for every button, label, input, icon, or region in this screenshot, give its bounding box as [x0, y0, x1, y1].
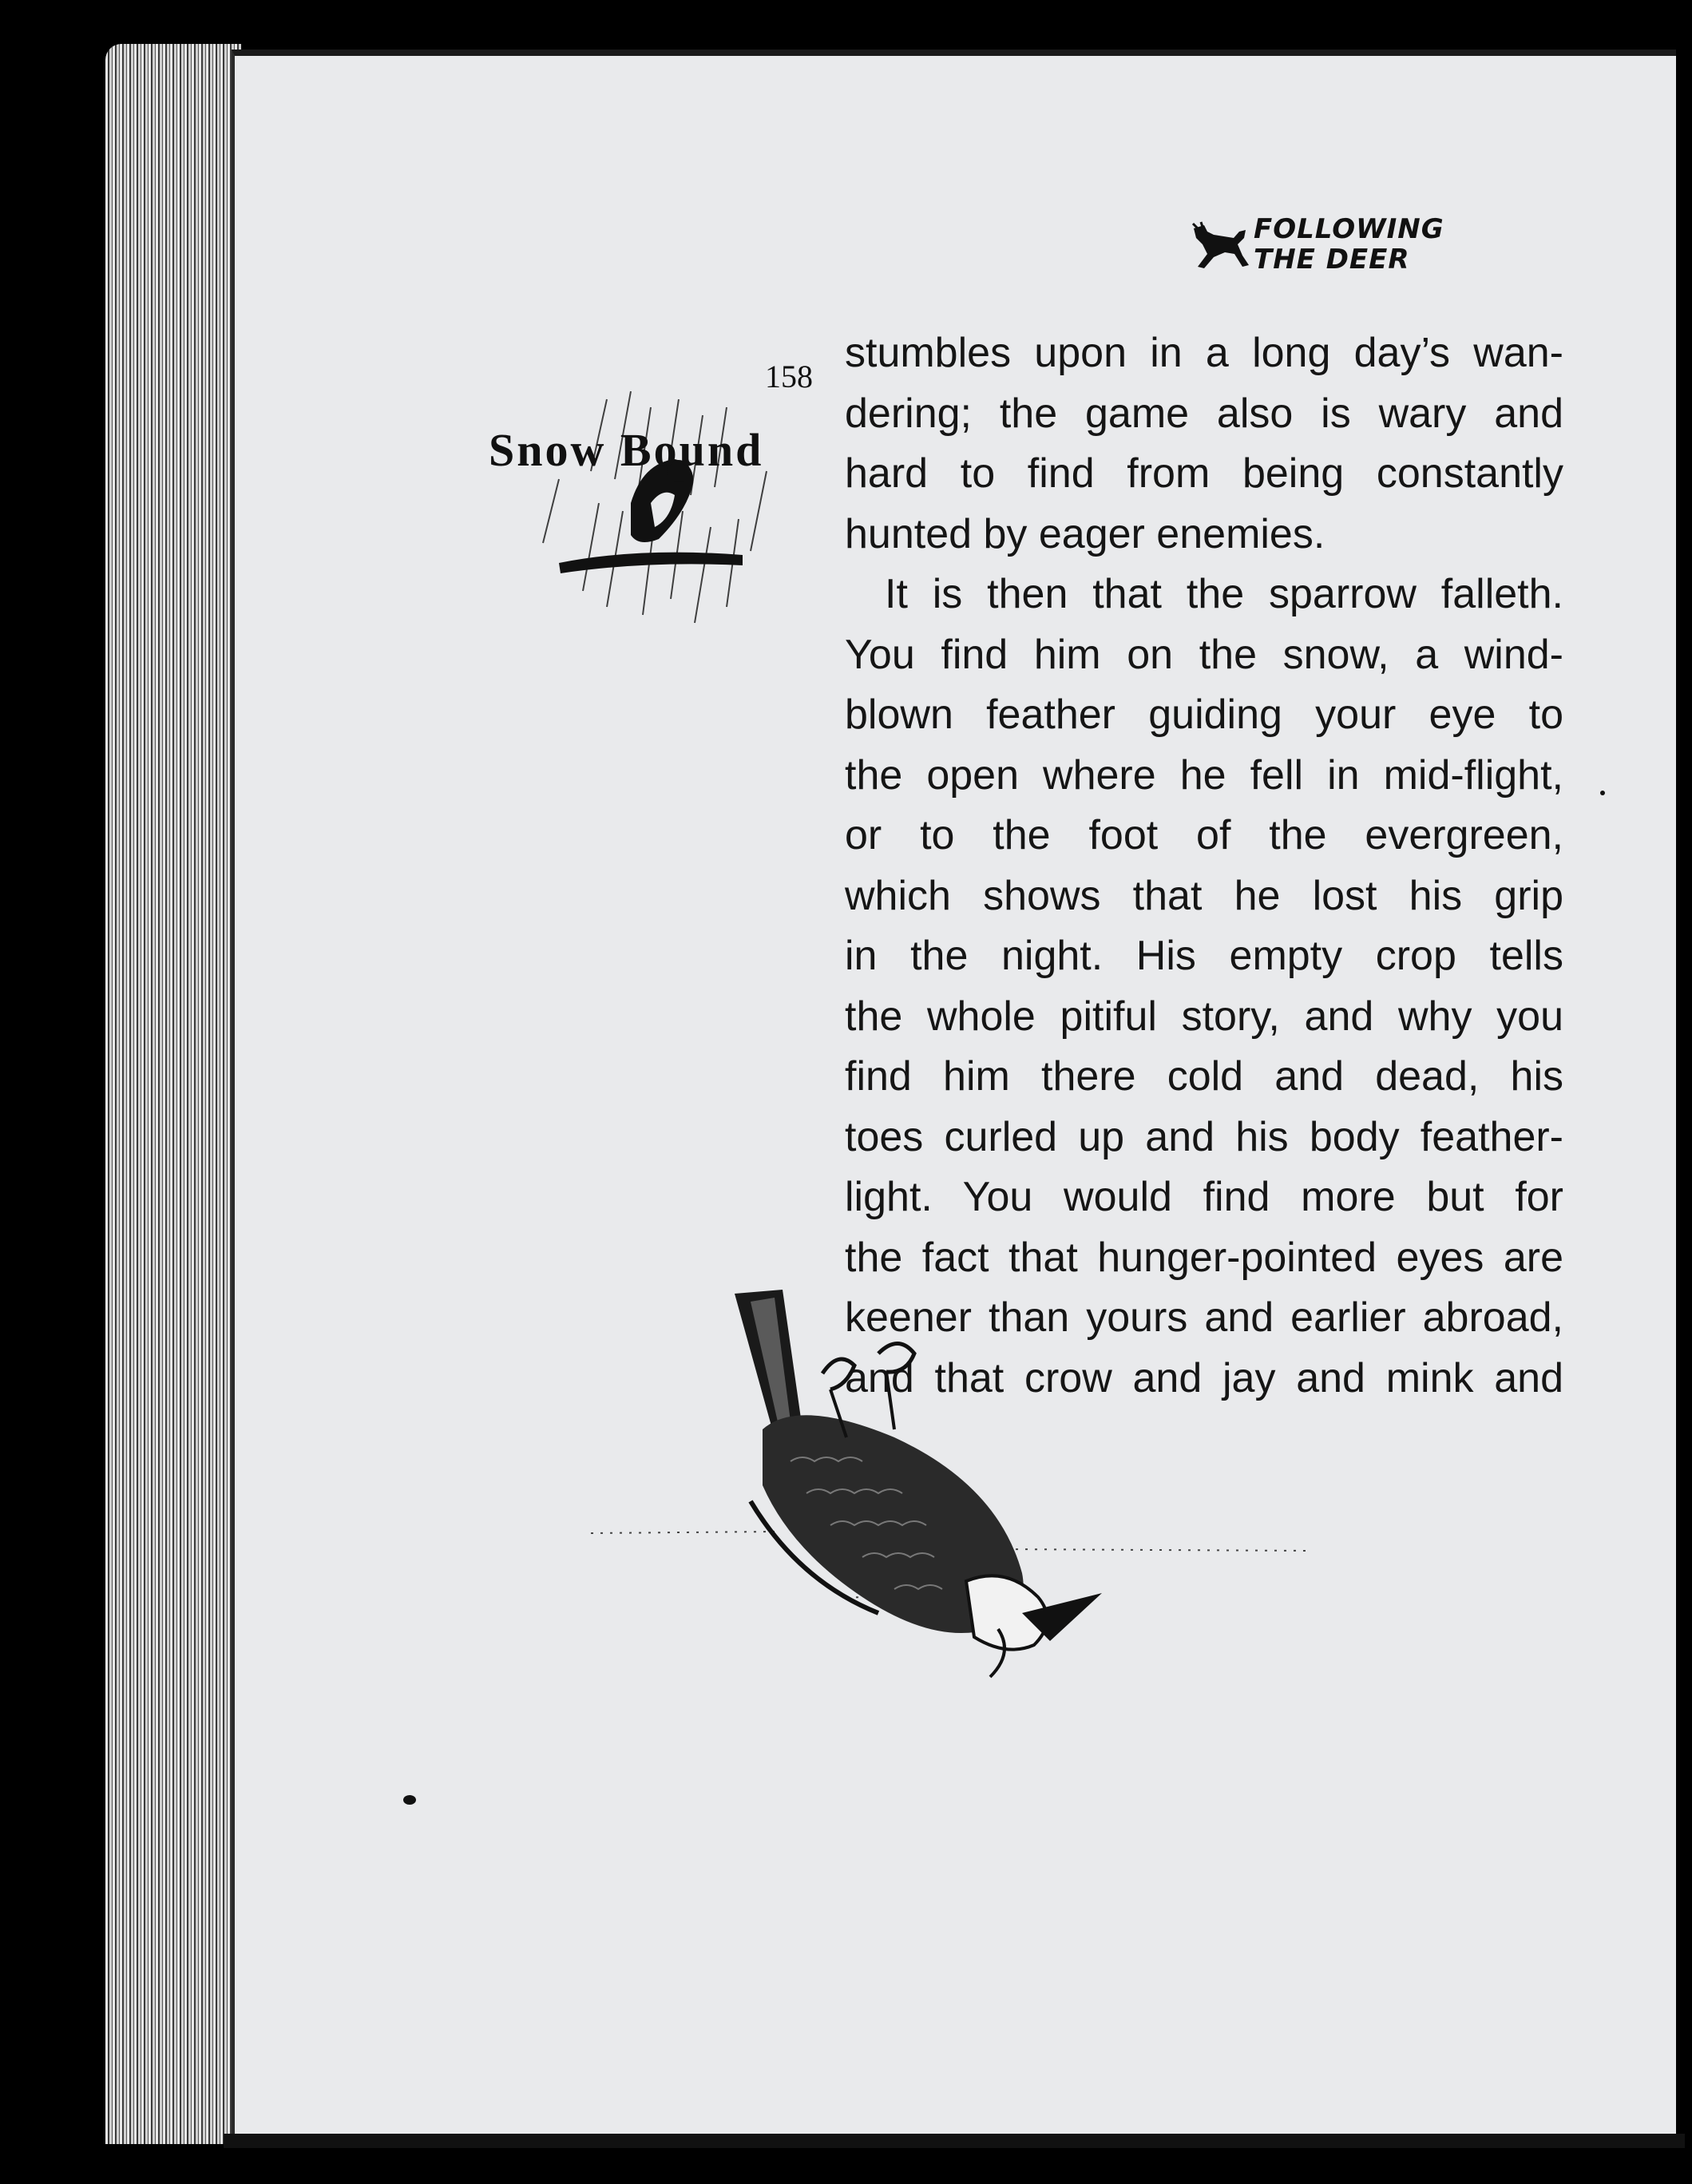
text-line: hard to find from being constantly: [845, 450, 1563, 497]
text-line: keener than yours and earlier abroad,: [845, 1294, 1563, 1341]
running-head-line-2: THE DEER: [1254, 244, 1410, 275]
text-line: and that crow and jay and mink and: [845, 1354, 1563, 1401]
text-line: find him there cold and dead, his: [845, 1053, 1563, 1100]
text-line: toes curled up and his body feather-: [845, 1113, 1563, 1160]
running-head: [1190, 214, 1461, 286]
dead-sparrow-illustration: [591, 1278, 1325, 1725]
book-page-edges: [105, 44, 241, 2144]
page-bottom-edge: [224, 2134, 1685, 2148]
running-head-line-1: FOLLOWING: [1254, 213, 1444, 245]
text-line: light. You would find more but for: [845, 1174, 1563, 1220]
text-line: or to the foot of the evergreen,: [845, 812, 1563, 858]
text-line: which shows that he lost his grip: [845, 872, 1563, 919]
text-line: the fact that hunger-pointed eyes are: [845, 1234, 1563, 1281]
ink-speck: [403, 1795, 416, 1805]
body-text: [845, 323, 1563, 1409]
side-heading: Snow Bound: [489, 424, 764, 476]
text-line: hunted by eager enemies.: [845, 510, 1325, 557]
ink-speck: [1600, 791, 1605, 795]
page-number: 158: [765, 359, 813, 394]
text-line: in the night. His empty crop tells: [845, 933, 1563, 979]
text-line: You find him on the snow, a wind-: [845, 631, 1563, 678]
text-line: It is then that the sparrow falleth.: [885, 571, 1563, 617]
text-line: the whole pitiful story, and why you: [845, 993, 1563, 1040]
deer-icon: [1190, 220, 1254, 276]
text-line: dering; the game also is wary and: [845, 390, 1563, 437]
text-line: the open where he fell in mid-flight,: [845, 751, 1563, 799]
text-line: blown feather guiding your eye to: [845, 692, 1563, 738]
text-line: stumbles upon in a long day’s wan-: [845, 330, 1563, 376]
